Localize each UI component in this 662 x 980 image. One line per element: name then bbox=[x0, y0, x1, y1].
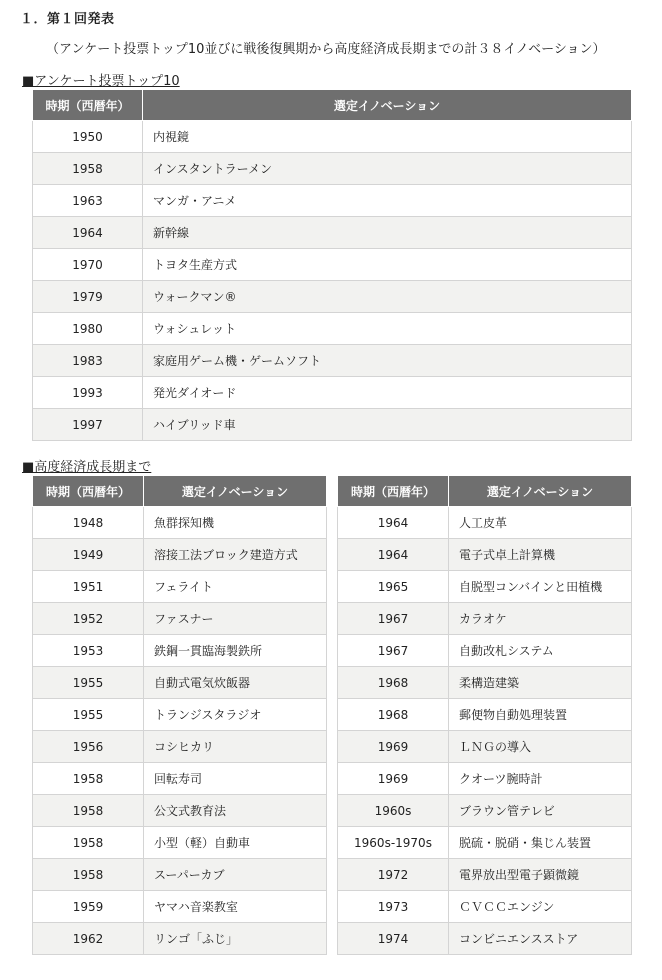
period-cell: 1979 bbox=[33, 281, 143, 313]
innovation-cell: 公文式教育法 bbox=[144, 795, 327, 827]
table-row bbox=[338, 923, 632, 955]
innovation-cell: 人工皮革 bbox=[449, 507, 632, 539]
innovation-cell: コシヒカリ bbox=[144, 731, 327, 763]
innovation-cell: 自動改札システム bbox=[449, 635, 632, 667]
section-title-high-growth: ■高度経済成長期まで bbox=[22, 460, 152, 475]
period-cell: 1958 bbox=[33, 859, 144, 891]
innovation-cell: ウォークマン® bbox=[143, 281, 632, 313]
period-cell: 1955 bbox=[33, 699, 144, 731]
table-row bbox=[33, 827, 327, 859]
table-header-row bbox=[338, 476, 632, 507]
period-cell: 1958 bbox=[33, 795, 144, 827]
table-row bbox=[33, 539, 327, 571]
table-row bbox=[338, 731, 632, 763]
table-row bbox=[33, 699, 327, 731]
innovation-cell: 脱硫・脱硝・集じん装置 bbox=[449, 827, 632, 859]
innovation-cell: 新幹線 bbox=[143, 217, 632, 249]
table-row bbox=[338, 539, 632, 571]
period-cell: 1955 bbox=[33, 667, 144, 699]
period-cell: 1958 bbox=[33, 827, 144, 859]
innovation-cell: ブラウン管テレビ bbox=[449, 795, 632, 827]
period-cell: 1960s-1970s bbox=[338, 827, 449, 859]
period-cell: 1951 bbox=[33, 571, 144, 603]
table-row bbox=[33, 859, 327, 891]
table-row bbox=[33, 377, 632, 409]
innovation-cell: コンビニエンスストア bbox=[449, 923, 632, 955]
period-cell: 1950 bbox=[33, 121, 143, 153]
innovation-cell: トランジスタラジオ bbox=[144, 699, 327, 731]
innovation-cell: フェライト bbox=[144, 571, 327, 603]
innovation-cell: 魚群探知機 bbox=[144, 507, 327, 539]
innovation-cell: 自動式電気炊飯器 bbox=[144, 667, 327, 699]
table-row bbox=[338, 891, 632, 923]
table-row bbox=[33, 603, 327, 635]
table-row bbox=[33, 923, 327, 955]
table-row bbox=[338, 795, 632, 827]
innovation-cell: 溶接工法ブロック建造方式 bbox=[144, 539, 327, 571]
table-row bbox=[33, 731, 327, 763]
table-row bbox=[33, 507, 327, 539]
top10-table bbox=[32, 89, 632, 441]
innovation-cell: インスタントラーメン bbox=[143, 153, 632, 185]
period-cell: 1980 bbox=[33, 313, 143, 345]
high-growth-table-right bbox=[337, 475, 632, 955]
table-header-row bbox=[33, 476, 327, 507]
period-cell: 1968 bbox=[338, 667, 449, 699]
period-cell: 1968 bbox=[338, 699, 449, 731]
table-row bbox=[33, 217, 632, 249]
table-row bbox=[33, 409, 632, 441]
innovation-cell: 電界放出型電子顕微鏡 bbox=[449, 859, 632, 891]
innovation-cell: スーパーカブ bbox=[144, 859, 327, 891]
period-cell: 1956 bbox=[33, 731, 144, 763]
column-header-period: 時期（西暦年） bbox=[33, 476, 144, 507]
section-title-top10: ■アンケート投票トップ10 bbox=[22, 74, 180, 89]
period-cell: 1969 bbox=[338, 731, 449, 763]
period-cell: 1964 bbox=[338, 539, 449, 571]
innovation-cell: 郵便物自動処理装置 bbox=[449, 699, 632, 731]
innovation-cell: ウォシュレット bbox=[143, 313, 632, 345]
innovation-cell: カラオケ bbox=[449, 603, 632, 635]
period-cell: 1972 bbox=[338, 859, 449, 891]
innovation-cell: 回転寿司 bbox=[144, 763, 327, 795]
table-row bbox=[33, 571, 327, 603]
page-subheading: （アンケート投票トップ10並びに戦後復興期から高度経済成長期までの計３８イノベーション） bbox=[46, 42, 606, 57]
period-cell: 1993 bbox=[33, 377, 143, 409]
innovation-cell: 内視鏡 bbox=[143, 121, 632, 153]
table-row bbox=[338, 571, 632, 603]
table-row bbox=[338, 635, 632, 667]
table-row bbox=[33, 345, 632, 377]
table-row bbox=[33, 763, 327, 795]
innovation-cell: ヤマハ音楽教室 bbox=[144, 891, 327, 923]
period-cell: 1964 bbox=[338, 507, 449, 539]
table-row bbox=[338, 763, 632, 795]
period-cell: 1970 bbox=[33, 249, 143, 281]
table-row bbox=[338, 827, 632, 859]
period-cell: 1958 bbox=[33, 763, 144, 795]
column-header-innovation: 選定イノベーション bbox=[143, 90, 632, 121]
period-cell: 1997 bbox=[33, 409, 143, 441]
period-cell: 1953 bbox=[33, 635, 144, 667]
period-cell: 1959 bbox=[33, 891, 144, 923]
table-row bbox=[33, 249, 632, 281]
innovation-cell: リンゴ「ふじ」 bbox=[144, 923, 327, 955]
table-row bbox=[33, 185, 632, 217]
table-row bbox=[338, 603, 632, 635]
high-growth-table-left bbox=[32, 475, 327, 955]
table-header-row bbox=[33, 90, 632, 121]
table-row bbox=[33, 313, 632, 345]
innovation-cell: 発光ダイオード bbox=[143, 377, 632, 409]
table-row bbox=[33, 153, 632, 185]
page-heading: １．第１回発表 bbox=[20, 12, 115, 27]
innovation-cell: マンガ・アニメ bbox=[143, 185, 632, 217]
period-cell: 1949 bbox=[33, 539, 144, 571]
period-cell: 1983 bbox=[33, 345, 143, 377]
innovation-cell: 自脱型コンバインと田植機 bbox=[449, 571, 632, 603]
column-header-period: 時期（西暦年） bbox=[338, 476, 449, 507]
period-cell: 1958 bbox=[33, 153, 143, 185]
column-header-innovation: 選定イノベーション bbox=[144, 476, 327, 507]
innovation-cell: ＬＮＧの導入 bbox=[449, 731, 632, 763]
innovation-cell: トヨタ生産方式 bbox=[143, 249, 632, 281]
innovation-cell: 電子式卓上計算機 bbox=[449, 539, 632, 571]
table-row bbox=[338, 507, 632, 539]
table-row bbox=[33, 667, 327, 699]
innovation-cell: 鉄鋼一貫臨海製鉄所 bbox=[144, 635, 327, 667]
innovation-cell: 柔構造建築 bbox=[449, 667, 632, 699]
period-cell: 1974 bbox=[338, 923, 449, 955]
period-cell: 1962 bbox=[33, 923, 144, 955]
period-cell: 1948 bbox=[33, 507, 144, 539]
period-cell: 1965 bbox=[338, 571, 449, 603]
innovation-cell: ＣＶＣＣエンジン bbox=[449, 891, 632, 923]
period-cell: 1973 bbox=[338, 891, 449, 923]
table-row bbox=[338, 699, 632, 731]
innovation-cell: 小型（軽）自動車 bbox=[144, 827, 327, 859]
innovation-cell: 家庭用ゲーム機・ゲームソフト bbox=[143, 345, 632, 377]
innovation-cell: ファスナー bbox=[144, 603, 327, 635]
innovation-cell: ハイブリッド車 bbox=[143, 409, 632, 441]
period-cell: 1964 bbox=[33, 217, 143, 249]
table-row bbox=[338, 667, 632, 699]
column-header-period: 時期（西暦年） bbox=[33, 90, 143, 121]
column-header-innovation: 選定イノベーション bbox=[449, 476, 632, 507]
table-row bbox=[33, 891, 327, 923]
period-cell: 1952 bbox=[33, 603, 144, 635]
innovation-cell: クオーツ腕時計 bbox=[449, 763, 632, 795]
period-cell: 1960s bbox=[338, 795, 449, 827]
period-cell: 1969 bbox=[338, 763, 449, 795]
period-cell: 1967 bbox=[338, 635, 449, 667]
period-cell: 1967 bbox=[338, 603, 449, 635]
table-row bbox=[33, 635, 327, 667]
table-row bbox=[33, 281, 632, 313]
table-row bbox=[33, 795, 327, 827]
table-row bbox=[33, 121, 632, 153]
table-row bbox=[338, 859, 632, 891]
period-cell: 1963 bbox=[33, 185, 143, 217]
